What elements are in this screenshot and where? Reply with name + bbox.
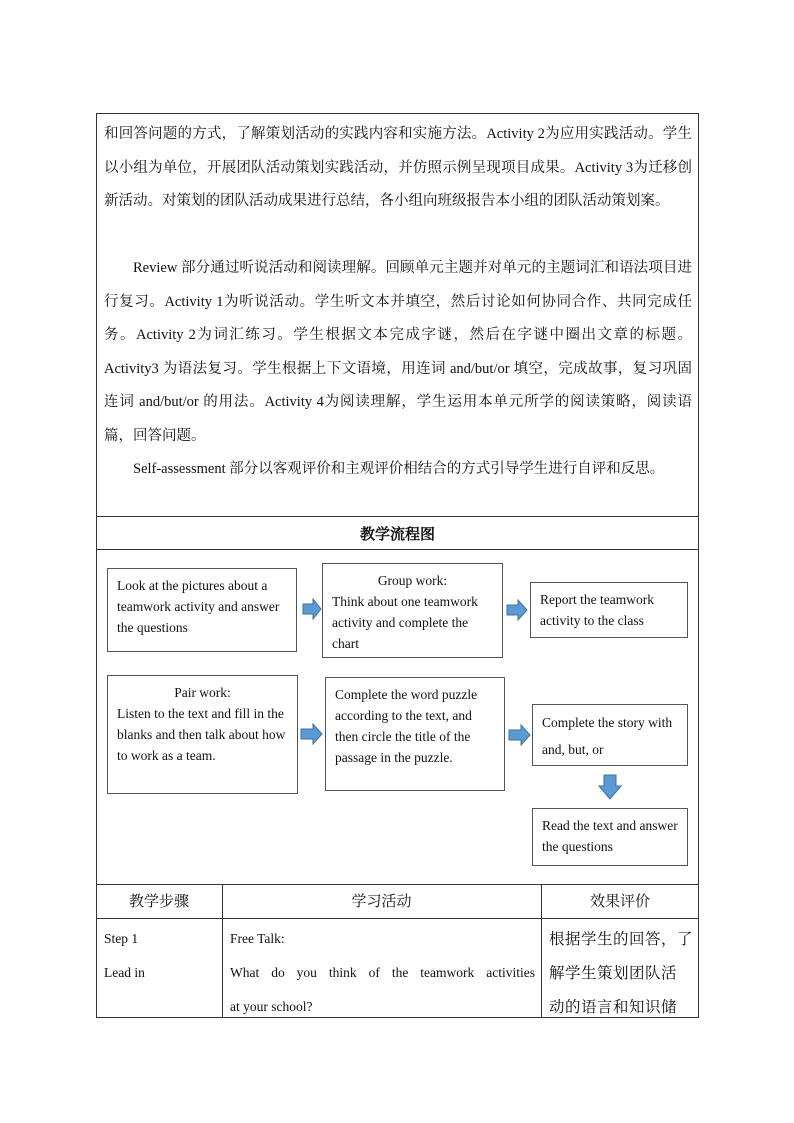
right-arrow-icon: [508, 724, 531, 746]
evaluation-line: 动的语言和知识储: [549, 998, 678, 1016]
flow-box-pair-work: [107, 675, 298, 794]
flow-box-complete-story: [532, 704, 688, 766]
flow-box-report: [530, 582, 688, 638]
divider-header-bottom: [96, 918, 699, 919]
flow-box-read-text: [532, 808, 688, 866]
flow-box-text: Complete the story with and, but, or: [542, 715, 673, 757]
table-header-activity: 学习活动: [351, 892, 412, 910]
table-header-evaluation: 效果评价: [589, 892, 650, 910]
flow-box-text: Look at the pictures about a teamwork activity and answer the questions: [117, 578, 280, 635]
flow-box-text: Listen to the text and fill in the blanks and then talk about how to work as a team.: [117, 706, 286, 763]
flow-box-look-at-pictures: [107, 568, 297, 652]
activity-line: Free Talk:: [230, 931, 285, 946]
evaluation-line: 解学生策划团队活: [549, 964, 678, 982]
evaluation-line: 根据学生的回答，了: [549, 930, 694, 948]
flow-box-text: Report the teamwork activity to the class: [540, 592, 654, 628]
step-name: Lead in: [104, 965, 145, 980]
divider-title-bottom: [96, 549, 699, 550]
flow-box-text: Complete the word puzzle according to the text, and then circle the title of the passage in the puzzle.: [335, 687, 478, 765]
flow-box-heading: Pair work:: [174, 685, 231, 700]
right-arrow-icon: [506, 599, 528, 621]
table-cell-activity: [230, 922, 535, 1024]
down-arrow-icon: [598, 774, 622, 800]
right-arrow-icon: [302, 598, 322, 620]
flow-box-heading: Group work:: [377, 573, 448, 588]
flow-box-text: Think about one teamwork activity and complete the chart: [332, 594, 478, 651]
table-header-step: 教学步骤: [128, 892, 189, 910]
activity-line: What do you think of the teamwork activities: [230, 965, 535, 980]
intro-paragraph-2: Review 部分通过听说活动和阅读理解。回顾单元主题并对单元的主题词汇和语法项目进行复习。Activity 1为听说活动。学生听文本并填空，然后讨论如何协同合作、共同完成任务。Activity 2为词汇练习。学生根据文本完成字谜，然后在字谜中圈出文章的标题。 Activity3 为语法复习。学生根据上下文语境，用连词 and/but/or 填空，完成故事，复习巩固连词 and/but/or 的用法。Activity 4为阅读理解，学生运用本单元所学的阅读策略，阅读语篇，回答问题。: [104, 260, 692, 444]
flowchart-title: 教学流程图: [359, 525, 435, 543]
step-number: Step 1: [104, 931, 139, 946]
divider-intro-bottom: [96, 516, 699, 517]
flow-box-text: Read the text and answer the questions: [542, 818, 678, 854]
table-cell-step: [104, 922, 218, 990]
flow-box-word-puzzle: [325, 677, 505, 791]
activity-line: at your school?: [230, 999, 313, 1014]
intro-paragraph-1: 和回答问题的方式，了解策划活动的实践内容和实施方法。Activity 2为应用实践活动。学生以小组为单位，开展团队活动策划实践活动，并仿照示例呈现项目成果。Activity 3为迁移创新活动。对策划的团队活动成果进行总结，各小组向班级报告本小组的团队活动策划案。: [104, 126, 692, 209]
table-cell-evaluation: [549, 922, 695, 1024]
flow-box-group-work: [322, 563, 503, 658]
intro-paragraph-3: Self-assessment 部分以客观评价和主观评价相结合的方式引导学生进行自评和反思。: [133, 461, 665, 477]
right-arrow-icon: [300, 723, 323, 745]
